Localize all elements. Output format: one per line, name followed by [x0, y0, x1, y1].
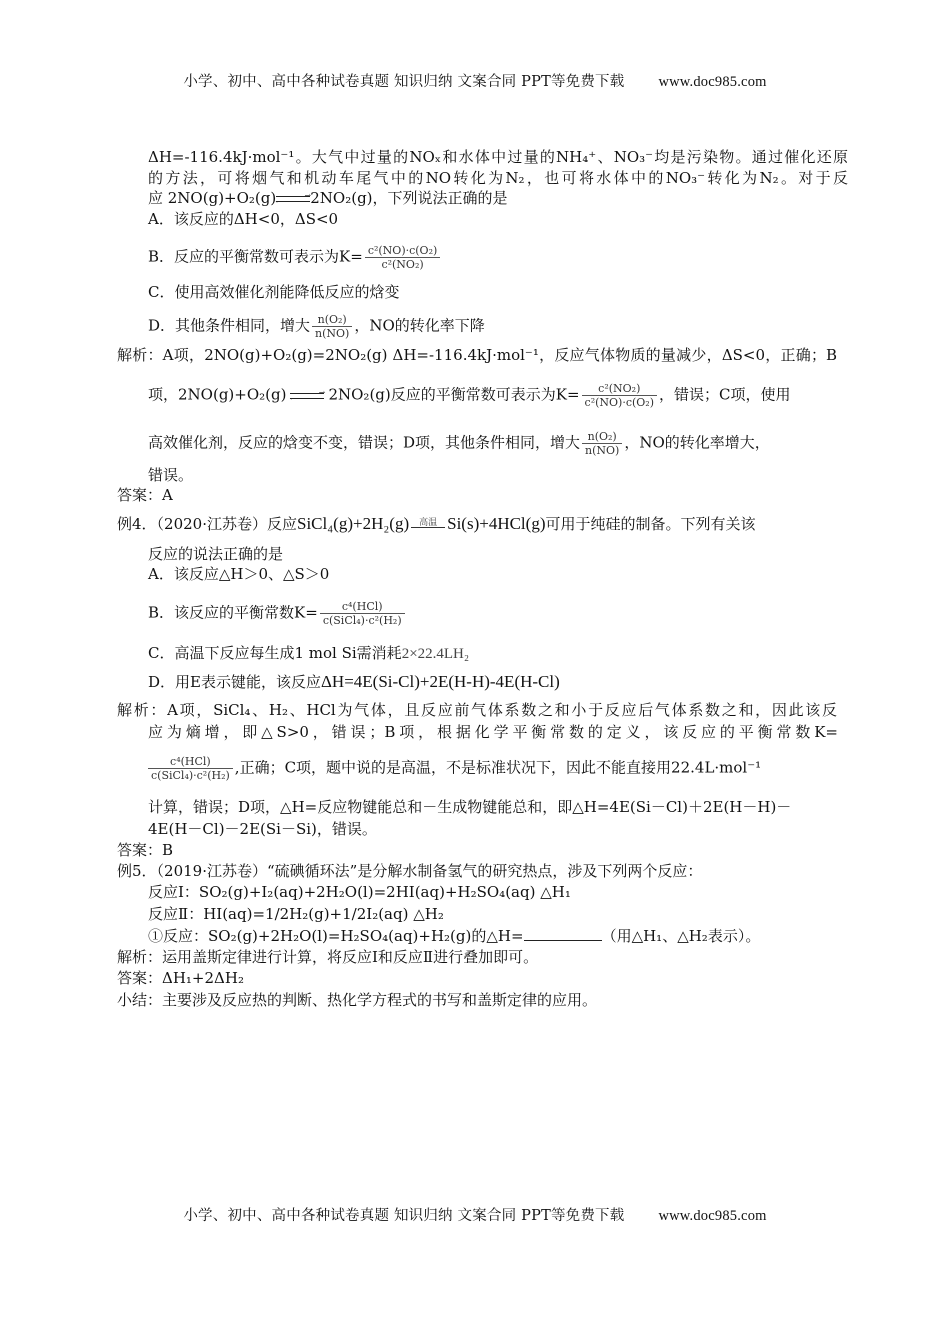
q4-stem-line2: 反应的说法正确的是 [148, 545, 284, 563]
q4-option-d-pre: D．用E表示键能，该反应 [148, 673, 321, 691]
summary: 小结：主要涉及反应热的判断、热化学方程式的书写和盖斯定律的应用。 [117, 991, 598, 1009]
q3-stem-line1: ΔH=-116.4kJ·mol⁻¹。大气中过量的NOₓ和水体中过量的NH₄⁺、NO₃⁻均是污染物。通过催化还原 [148, 148, 848, 166]
q4-option-b-pre: B．该反应的平衡常数K= [148, 603, 318, 622]
q4-analysis-line1: 解析：A项，SiCl₄、H₂、HCl为气体，且反应前气体系数之和小于反应后气体系数之和，因此该反 [117, 701, 837, 719]
answer-blank [524, 926, 602, 941]
q3-analysis-line2-pre: 项，2NO(g)+O₂(g) [148, 385, 287, 404]
q5-question-pre: ①反应：SO₂(g)+2H₂O(l)=H₂SO₄(aq)+H₂(g)的△H= [148, 927, 524, 945]
q4-equation-right: Si(s)+4HCl(g) [447, 514, 546, 533]
fraction-denominator: c(SiCl₄)·c²(H₂) [322, 614, 402, 627]
footer-url[interactable]: www.doc985.com [658, 1208, 767, 1224]
q4-stem-line1 [117, 514, 756, 534]
q3-option-c: C．使用高效催化剂能降低反应的焓变 [148, 283, 400, 301]
fraction-numerator: n(O₂) [312, 313, 352, 327]
q4-analysis-fraction [148, 755, 233, 782]
q3-option-d-pre: D．其他条件相同，增大 [148, 316, 311, 335]
q4-analysis-line4: 计算，错误；D项，△H=反应物键能总和－生成物键能总和，即△H=4E(Si－Cl)＋2E(H－H)－ [148, 798, 792, 816]
q5-question-post: （用△H₁、△H₂表示）。 [601, 927, 761, 945]
q3-stem-line3-post: 2NO₂(g)，下列说法正确的是 [310, 189, 508, 207]
q3-option-b-pre: B．反应的平衡常数可表示为K= [148, 247, 363, 266]
equilibrium-arrow-icon: ⇀ ↽ [289, 387, 326, 403]
q4-option-c-pre: C．高温下反应每生成1 mol Si需消耗 [148, 644, 402, 662]
q5-analysis: 解析：运用盖斯定律进行计算，将反应Ⅰ和反应Ⅱ进行叠加即可。 [117, 948, 539, 966]
q4-option-d-expr: ΔH=4E(Si-Cl)+2E(H-H)-4E(H-Cl) [320, 672, 560, 691]
q4-analysis-line2: 应为熵增，即△S>0，错误；B项，根据化学平衡常数的定义，该反应的平衡常数K= [148, 723, 838, 741]
equilibrium-arrow-icon: ⇀ ↽ [275, 191, 312, 206]
q3-analysis-fraction-k [582, 382, 657, 409]
q3-option-b-fraction [365, 244, 440, 271]
q3-stem-line2: 的方法，可将烟气和机动车尾气中的NO转化为N₂，也可将水体中的NO₃⁻转化为N₂。对于反 [148, 169, 848, 187]
q3-analysis-line1: 解析：A项，2NO(g)+O₂(g)=2NO₂(g) ΔH=-116.4kJ·mol⁻¹，反应气体物质的量减少，ΔS<0，正确；B [117, 346, 837, 364]
q3-analysis-line2-post: ，错误；C项，使用 [659, 385, 791, 404]
q4-option-d [148, 672, 560, 692]
q5-question [148, 926, 760, 946]
q4-option-a: A．该反应△H＞0、△S＞0 [148, 565, 330, 583]
q3-analysis-line3-post: ，NO的转化率增大， [624, 433, 770, 452]
q4-answer: 答案：B [117, 841, 174, 859]
q4-option-b-fraction [320, 600, 405, 627]
q4-analysis-line5: 4E(H－Cl)－2E(Si－Si)，错误。 [148, 820, 377, 838]
q4-option-b [148, 600, 407, 627]
q5-stem: 例5．（2019·江苏卷）“硫碘循环法”是分解水制备氢气的研究热点，涉及下列两个反应： [117, 862, 703, 880]
q3-analysis-line2-mid: 2NO₂(g)反应的平衡常数可表示为K= [328, 385, 580, 404]
header-url[interactable]: www.doc985.com [658, 74, 767, 90]
q4-equation-left: SiCl₄(g)+2H₂(g) [297, 514, 410, 533]
q4-analysis-line3 [148, 755, 761, 782]
q3-option-b [148, 244, 442, 271]
q3-option-a: A．该反应的ΔH<0，ΔS<0 [148, 210, 339, 228]
q4-stem-post: 可用于纯硅的制备。下列有关该 [545, 515, 756, 533]
fraction-numerator: c⁴(HCl) [320, 600, 405, 614]
q5-answer: 答案：ΔH₁+2ΔH₂ [117, 969, 244, 987]
q4-stem-pre: 例4．（2020·江苏卷）反应 [117, 515, 297, 533]
header-text: 小学、初中、高中各种试卷真题 知识归纳 文案合同 PPT等免费下载 [183, 74, 625, 90]
fraction-denominator: n(NO) [315, 327, 350, 340]
fraction-numerator: c⁴(HCl) [148, 755, 233, 769]
fraction-numerator: n(O₂) [582, 430, 622, 444]
q3-analysis-line4: 错误。 [148, 466, 194, 484]
q3-option-d [148, 313, 485, 340]
fraction-numerator: c²(NO₂) [582, 382, 657, 396]
reaction-condition-label: 高温 [419, 518, 438, 528]
page-footer [0, 1204, 950, 1225]
q3-analysis-fraction-ratio [582, 430, 622, 457]
fraction-denominator: c²(NO)·c(O₂) [584, 396, 654, 409]
q5-reaction-2: 反应Ⅱ：HI(aq)=1/2H₂(g)+1/2I₂(aq) △H₂ [148, 905, 444, 923]
q3-answer: 答案：A [117, 486, 173, 504]
reaction-condition-arrow [409, 517, 447, 533]
q3-option-d-fraction [312, 313, 352, 340]
q3-stem-line3 [148, 188, 508, 208]
q4-option-c [148, 643, 469, 664]
q4-option-c-expr: 2×22.4LH₂ [401, 646, 470, 662]
q3-analysis-line3-pre: 高效催化剂，反应的焓变不变，错误；D项，其他条件相同，增大 [148, 433, 581, 452]
q3-option-d-post: ，NO的转化率下降 [354, 316, 485, 335]
footer-text: 小学、初中、高中各种试卷真题 知识归纳 文案合同 PPT等免费下载 [183, 1208, 625, 1224]
q3-stem-line3-pre: 应 2NO(g)+O₂(g) [148, 189, 277, 207]
q3-analysis-line3 [148, 430, 770, 457]
q5-reaction-1: 反应Ⅰ：SO₂(g)+I₂(aq)+2H₂O(l)=2HI(aq)+H₂SO₄(aq) △H₁ [148, 883, 571, 901]
fraction-denominator: n(NO) [585, 444, 620, 457]
fraction-denominator: c²(NO₂) [381, 258, 424, 271]
page-header [0, 70, 950, 91]
fraction-numerator: c²(NO)·c(O₂) [365, 244, 440, 258]
q4-analysis-line3-post: ,正确；C项，题中说的是高温，不是标准状况下，因此不能直接用22.4L·mol⁻¹ [234, 758, 762, 777]
q3-analysis-line2 [148, 382, 790, 409]
fraction-denominator: c(SiCl₄)·c²(H₂) [151, 769, 230, 782]
